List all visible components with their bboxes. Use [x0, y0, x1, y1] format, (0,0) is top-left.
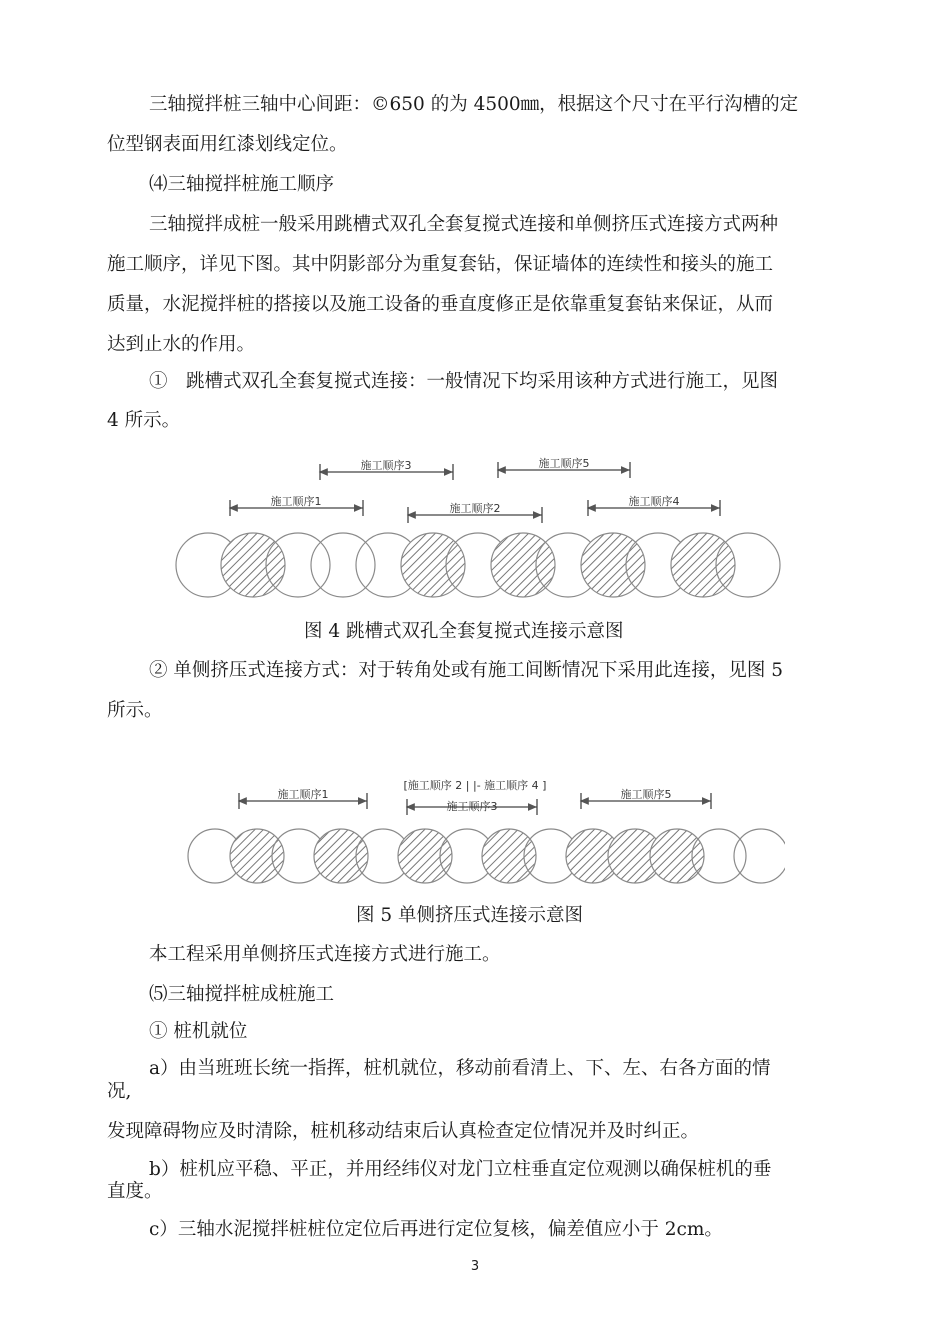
pile-circle-hatched [398, 829, 452, 883]
pile-circle-hatched [650, 829, 704, 883]
page-number: 3 [470, 1259, 480, 1274]
dimension-label: 施工顺序5 [538, 457, 590, 470]
dimension-label: 施工顺序3 [360, 459, 412, 472]
paragraph-line: 发现障碍物应及时清除，桩机移动结束后认真检查定位情况并及时纠正。 [107, 1121, 700, 1142]
pile-circle-hatched [314, 829, 368, 883]
paragraph-line: b）桩机应平稳、平正，并用经纬仪对龙门立柱垂直定位观测以确保桩机的垂 [149, 1159, 772, 1180]
figure5-diagram [175, 773, 785, 893]
dimension-label: 施工顺序1 [270, 495, 322, 508]
dimension-label: 施工顺序1 [277, 788, 329, 801]
section-heading: ⑷三轴搅拌桩施工顺序 [149, 174, 335, 195]
section-heading: ⑸三轴搅拌桩成桩施工 [149, 984, 335, 1005]
paragraph-line: ② 单侧挤压式连接方式：对于转角处或有施工间断情况下采用此连接，见图 5 [149, 660, 784, 681]
dimension-label: 施工顺序5 [620, 788, 672, 801]
dimension-label: 施工顺序4 [628, 495, 680, 508]
paragraph-line: 位型钢表面用红漆划线定位。 [107, 134, 348, 155]
paragraph-line: ① 跳槽式双孔全套复搅式连接：一般情况下均采用该种方式进行施工，见图 [149, 371, 779, 392]
pile-circle-hatched [230, 829, 284, 883]
pile-circle [734, 829, 785, 883]
paragraph-line: 质量，水泥搅拌桩的搭接以及施工设备的垂直度修正是依靠重复套钻来保证，从而 [107, 294, 774, 315]
figure5-caption: 图 5 单侧挤压式连接示意图 [356, 905, 584, 926]
paragraph-line: 三轴搅拌桩三轴中心间距：©650 的为 4500㎜，根据这个尺寸在平行沟槽的定 [149, 94, 799, 115]
paragraph-line: 直度。 [107, 1181, 163, 1202]
dimension-label: [施工顺序 2 | |- 施工顺序 4 ] [403, 779, 547, 792]
paragraph-line: 所示。 [107, 700, 163, 721]
paragraph-line: 况, [107, 1081, 132, 1102]
figure4-caption: 图 4 跳槽式双孔全套复搅式连接示意图 [304, 621, 624, 642]
figure4-diagram [165, 455, 785, 605]
paragraph-line: 三轴搅拌成桩一般采用跳槽式双孔全套复搅式连接和单侧挤压式连接方式两种 [149, 214, 779, 235]
paragraph-line: 本工程采用单侧挤压式连接方式进行施工。 [149, 944, 501, 965]
paragraph-line: c）三轴水泥搅拌桩桩位定位后再进行定位复核，偏差值应小于 2cm。 [149, 1219, 723, 1240]
paragraph-line: a）由当班班长统一指挥，桩机就位，移动前看清上、下、左、右各方面的情 [149, 1058, 771, 1079]
paragraph-line: 4 所示。 [107, 410, 181, 431]
dimension-label: 施工顺序2 [449, 502, 501, 515]
paragraph-line: ① 桩机就位 [149, 1021, 248, 1042]
dimension-label: 施工顺序3 [446, 800, 498, 813]
pile-circle-hatched [482, 829, 536, 883]
paragraph-line: 施工顺序，详见下图。其中阴影部分为重复套钻，保证墙体的连续性和接头的施工 [107, 254, 774, 275]
paragraph-line: 达到止水的作用。 [107, 334, 256, 355]
